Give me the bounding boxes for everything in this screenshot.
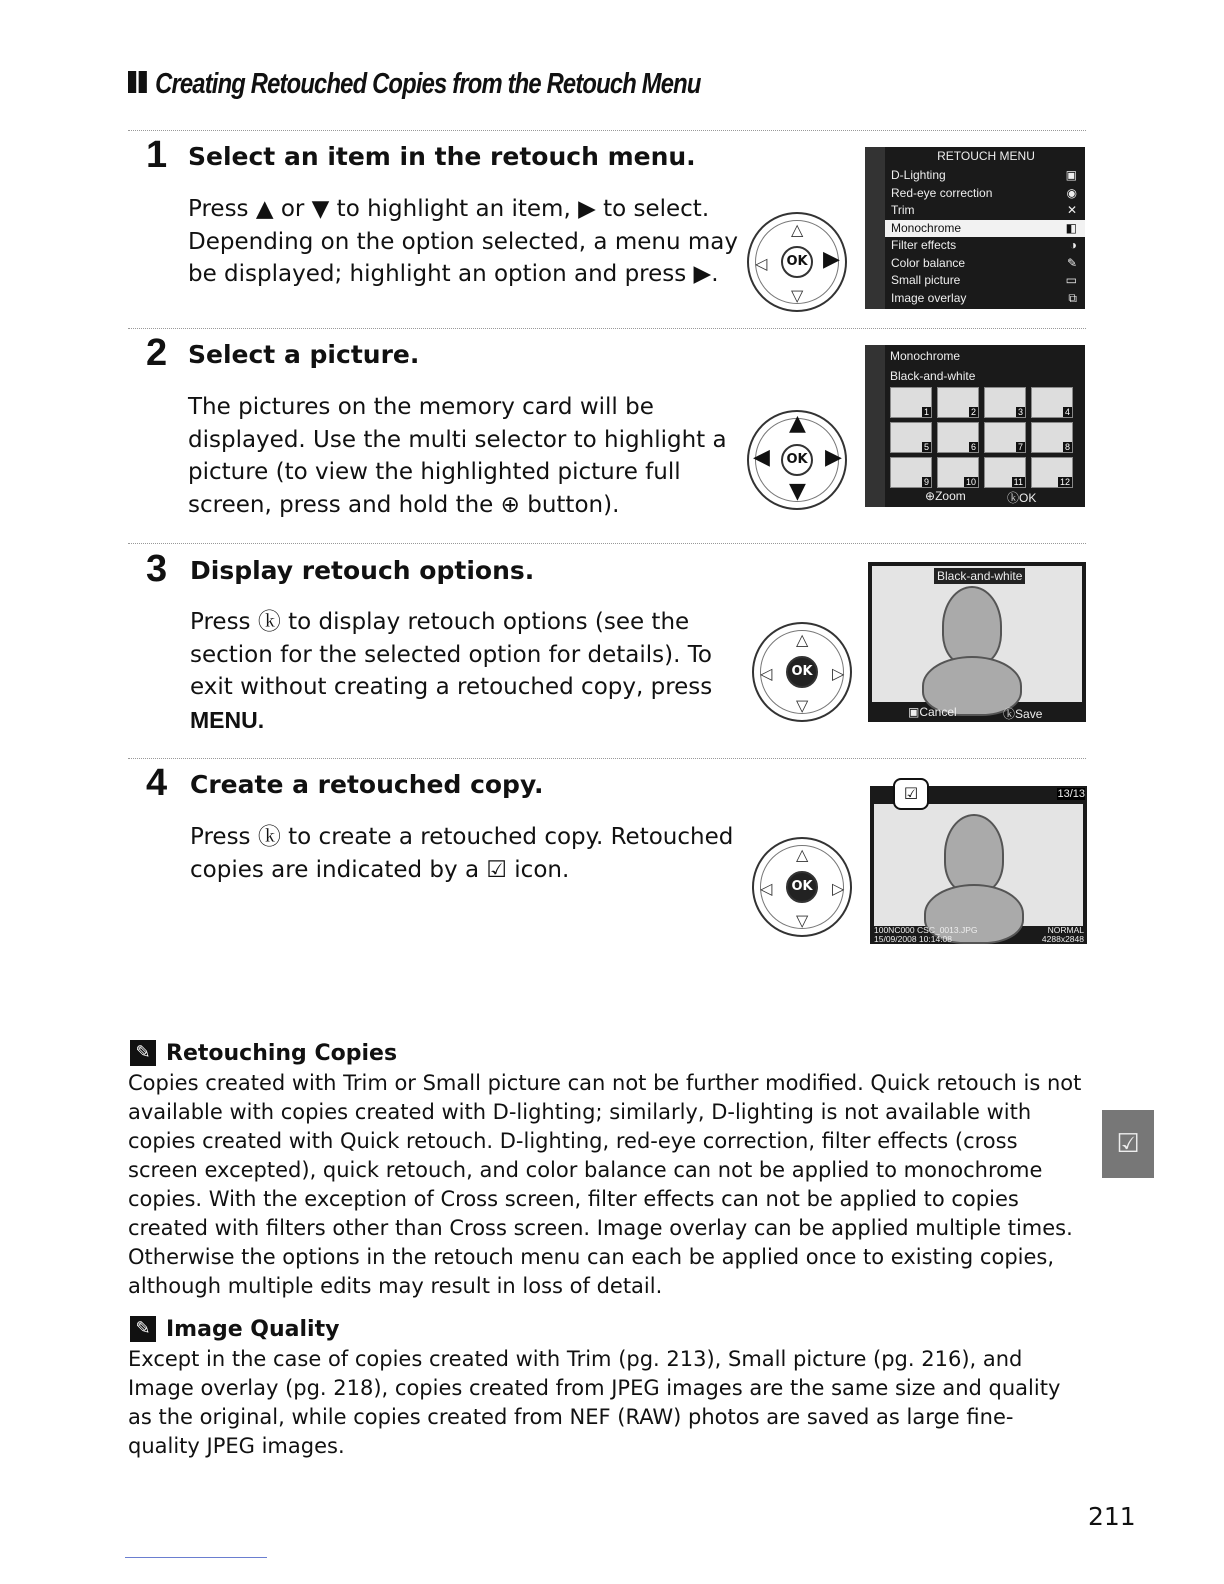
note-body: Except in the case of copies created with Trim (pg. 213), Small picture (pg. 216), and Image overlay (pg. 218), copies created from JPEG images are the same size and quality as the original, while copies created from NEF (RAW) photos are saved as large fine-quality JPEG images. bbox=[128, 1347, 1061, 1458]
step-title: Display retouch options. bbox=[190, 556, 535, 585]
option-label: Black-and-white bbox=[934, 568, 1025, 584]
note-heading: ✎ Image Quality bbox=[130, 1316, 339, 1342]
retouch-menu-item[interactable]: Image overlay ⧉ bbox=[885, 290, 1085, 308]
ok-icon: OK bbox=[781, 444, 813, 476]
retouch-menu-item[interactable]: D-Lighting ▣ bbox=[885, 167, 1085, 185]
save-hint: ⓚSave bbox=[1003, 707, 1043, 721]
screen-title: Monochrome bbox=[890, 349, 961, 363]
menu-item-icon: ▣ bbox=[1065, 168, 1077, 182]
retouch-preview-screen bbox=[868, 562, 1086, 722]
zoom-hint: ⊕Zoom bbox=[925, 489, 966, 503]
thumbnail[interactable]: 9 bbox=[890, 457, 932, 488]
step-body: Press ⓚ to display retouch options (see the section for the selected option for details). To exit without creating a retouched copy, press MENU. bbox=[190, 609, 713, 733]
step-title: Select an item in the retouch menu. bbox=[188, 142, 696, 171]
screen-title: RETOUCH MENU bbox=[937, 149, 1035, 163]
image-counter: 13/13 bbox=[1057, 788, 1085, 800]
picture-select-screen bbox=[865, 345, 1085, 507]
multi-selector-diagram: ▲ ▼ ◀ ▶ OK bbox=[747, 410, 847, 510]
page-number: 211 bbox=[1088, 1502, 1136, 1531]
thumbnail[interactable]: 2 bbox=[937, 387, 979, 418]
thumbnail[interactable]: 12 bbox=[1031, 457, 1073, 488]
menu-item-icon: ⧉ bbox=[1068, 290, 1077, 305]
pencil-note-icon: ✎ bbox=[130, 1316, 156, 1342]
step-body: Press ⓚ to create a retouched copy. Retouched copies are indicated by a ☑ icon. bbox=[190, 824, 734, 883]
thumbnail[interactable]: 1 bbox=[890, 387, 932, 418]
thumbnail[interactable]: 4 bbox=[1031, 387, 1073, 418]
menu-button-label: MENU. bbox=[190, 706, 265, 733]
pencil-note-icon: ✎ bbox=[130, 1040, 156, 1066]
menu-item-icon: ◧ bbox=[1065, 220, 1077, 235]
section-title: Creating Retouched Copies from the Retouch Menu bbox=[128, 68, 701, 101]
thumbnail[interactable]: 5 bbox=[890, 422, 932, 453]
cancel-hint: ▣Cancel bbox=[908, 705, 957, 719]
thumbnail[interactable]: 7 bbox=[984, 422, 1026, 453]
section-marker-icon bbox=[139, 71, 147, 93]
step-body: Press ▲ or ▼ to highlight an item, ▶ to select. Depending on the option selected, a menu may be displayed; highlight an option and press ▶. bbox=[188, 196, 738, 287]
retouch-menu-item[interactable]: Trim ✕ bbox=[885, 202, 1085, 220]
ok-icon: OK bbox=[786, 656, 818, 688]
image-info: 100NC000 CSC_0013.JPG NORMAL 15/09/2008 10:14:08 4288x2848 bbox=[874, 925, 1084, 944]
divider bbox=[128, 130, 1086, 131]
thumbnail[interactable]: 3 bbox=[984, 387, 1026, 418]
ok-icon: OK bbox=[786, 871, 818, 903]
menu-item-icon: ✕ bbox=[1066, 203, 1077, 217]
retouch-menu-item[interactable]: Filter effects ◑ bbox=[885, 237, 1085, 255]
retouch-chapter-tab-icon: ☑ bbox=[1102, 1110, 1154, 1178]
thumbnail[interactable]: 6 bbox=[937, 422, 979, 453]
footer-rule bbox=[125, 1557, 267, 1558]
screen-subtitle: Black-and-white bbox=[890, 369, 976, 383]
step-body: The pictures on the memory card will be displayed. Use the multi selector to highlight a picture (to view the highlighted picture full screen, press and hold the ⊕ button). bbox=[188, 394, 727, 518]
menu-item-icon: ✎ bbox=[1066, 255, 1077, 270]
divider bbox=[128, 758, 1086, 759]
retouch-menu-item[interactable]: Small picture ▭ bbox=[885, 272, 1085, 290]
multi-selector-diagram: △ ▽ ◁ ▶ OK bbox=[747, 212, 847, 312]
retouch-menu-item[interactable]: Color balance ✎ bbox=[885, 255, 1085, 273]
menu-item-icon: ▭ bbox=[1065, 273, 1077, 287]
multi-selector-diagram: △ ▽ ◁ ▷ OK bbox=[752, 622, 852, 722]
retouch-menu-screen bbox=[865, 147, 1085, 309]
divider bbox=[128, 328, 1086, 329]
thumbnail[interactable]: 8 bbox=[1031, 422, 1073, 453]
multi-selector-diagram: △ ▽ ◁ ▷ OK bbox=[752, 837, 852, 937]
step-number: 3 bbox=[146, 548, 168, 590]
step-number: 4 bbox=[146, 762, 168, 804]
ok-hint: ⓚOK bbox=[1007, 491, 1037, 505]
step-title: Select a picture. bbox=[188, 340, 420, 369]
section-marker-icon bbox=[128, 71, 136, 93]
menu-item-icon: ◑ bbox=[1069, 238, 1077, 252]
step-number: 2 bbox=[146, 332, 168, 374]
retouched-copy-icon: ☑ bbox=[893, 778, 929, 810]
divider bbox=[128, 543, 1086, 544]
retouch-menu-item[interactable]: Monochrome ◧ bbox=[885, 220, 1085, 238]
thumbnail[interactable]: 11 bbox=[984, 457, 1026, 488]
note-heading: ✎ Retouching Copies bbox=[130, 1040, 397, 1066]
note-body: Copies created with Trim or Small picture can not be further modified. Quick retouch is not available with copies created with D-lighting; similarly, D-lighting is not available with copies created with Quick retouch. D-lighting, red-eye correction, filter effects (cross screen excepted), quick retouch, and color balance can not be applied to monochrome copies. With the exception of Cross screen, filter effects can not be applied to copies created with filters other than Cross screen. Image overlay can be applied multiple times. Otherwise the options in the retouch menu can each be applied once to existing copies, although multiple edits may result in loss of detail. bbox=[128, 1071, 1082, 1298]
retouch-menu-item[interactable]: Red-eye correction ◉ bbox=[885, 185, 1085, 203]
menu-item-icon: ◉ bbox=[1066, 185, 1077, 200]
step-title: Create a retouched copy. bbox=[190, 770, 544, 799]
thumbnail[interactable]: 10 bbox=[937, 457, 979, 488]
step-number: 1 bbox=[146, 134, 168, 176]
ok-icon: OK bbox=[781, 246, 813, 278]
